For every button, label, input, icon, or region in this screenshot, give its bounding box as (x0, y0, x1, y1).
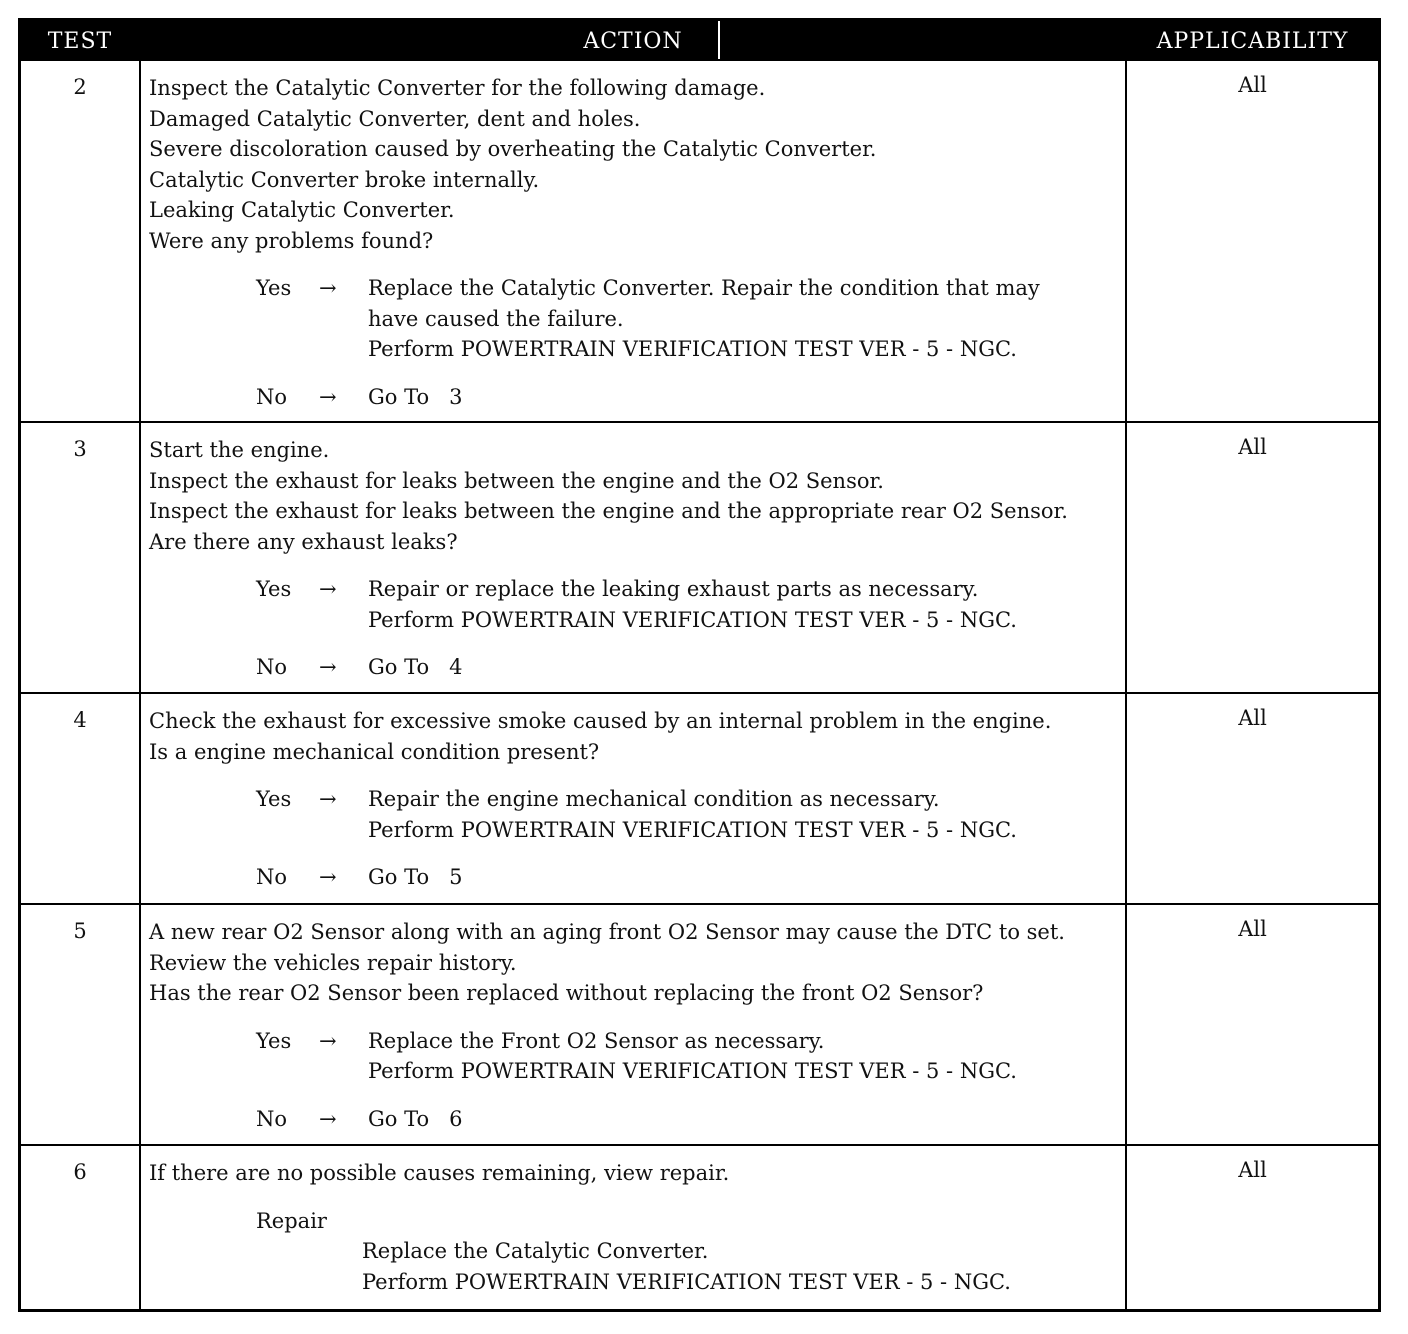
header-action: ACTION (583, 29, 683, 54)
test-number: 2 (73, 75, 87, 99)
action-line: Has the rear O2 Sensor been replaced without replacing the front O2 Sensor? (149, 981, 984, 1005)
action-cell (149, 73, 1124, 412)
table-row (21, 692, 1378, 905)
repair-label: Repair (256, 1208, 327, 1233)
action-line: Check the exhaust for excessive smoke caused by an internal problem in the engine. (149, 709, 1052, 733)
applicability-cell: All (1238, 917, 1267, 941)
action-line: Is a engine mechanical condition present? (149, 739, 600, 764)
no-branch (149, 382, 1124, 413)
no-branch (149, 862, 1124, 893)
diagnostic-table (18, 18, 1381, 1312)
applicability-cell: All (1238, 706, 1267, 730)
action-line: Inspect the exhaust for leaks between the engine and the appropriate rear O2 Sensor. (149, 499, 1068, 523)
arrow-icon: → (319, 1106, 337, 1131)
yes-branch (149, 1026, 1124, 1087)
arrow-icon: → (319, 865, 337, 889)
applicability-cell: All (1238, 1158, 1267, 1182)
arrow-icon: → (319, 577, 337, 601)
action-line: If there are no possible causes remaining, view repair. (149, 1161, 730, 1185)
table-row (21, 59, 1378, 423)
yes-label: Yes (256, 787, 292, 811)
no-goto: Go To 4 (368, 655, 463, 679)
applicability-cell: All (1238, 435, 1267, 459)
action-cell (149, 1158, 1124, 1297)
action-line: Leaking Catalytic Converter. (149, 198, 455, 222)
action-line: Start the engine. (149, 438, 330, 462)
repair-block (149, 1206, 1124, 1298)
yes-label: Yes (256, 1028, 292, 1053)
yes-label: Yes (256, 577, 292, 601)
no-goto: Go To 6 (368, 1106, 463, 1131)
yes-line: Repair the engine mechanical condition as necessary. (368, 787, 940, 811)
yes-line: have caused the failure. (368, 306, 624, 331)
no-label: No (256, 655, 288, 679)
no-branch (149, 1104, 1124, 1135)
action-line: Inspect the Catalytic Converter for the following damage. (149, 76, 766, 100)
yes-line: Replace the Catalytic Converter. Repair the condition that may (368, 276, 1040, 300)
action-cell (149, 706, 1124, 893)
action-line: Were any problems found? (149, 228, 434, 253)
arrow-icon: → (319, 655, 337, 679)
yes-line: Replace the Front O2 Sensor as necessary. (368, 1028, 825, 1053)
test-number: 5 (73, 919, 87, 943)
test-number: 6 (73, 1160, 87, 1184)
header-applicability: APPLICABILITY (1156, 29, 1349, 54)
yes-branch (149, 574, 1124, 635)
action-line: Review the vehicles repair history. (149, 950, 517, 975)
yes-line: Perform POWERTRAIN VERIFICATION TEST VER - 5 - NGC. (368, 337, 1017, 361)
yes-line: Perform POWERTRAIN VERIFICATION TEST VER - 5 - NGC. (368, 817, 1017, 842)
no-label: No (256, 384, 288, 409)
table-header (21, 21, 1378, 59)
test-number: 4 (73, 708, 87, 732)
repair-line: Replace the Catalytic Converter. (362, 1239, 709, 1263)
table-row (21, 1144, 1378, 1309)
action-cell (149, 435, 1124, 683)
no-goto: Go To 3 (368, 384, 463, 409)
no-branch (149, 652, 1124, 683)
arrow-icon: → (319, 384, 337, 409)
table-row (21, 421, 1378, 694)
arrow-icon: → (319, 1028, 337, 1053)
yes-label: Yes (256, 276, 292, 300)
action-cell (149, 917, 1124, 1134)
header-test: TEST (47, 29, 113, 54)
action-line: Severe discoloration caused by overheating the Catalytic Converter. (149, 137, 877, 161)
yes-branch (149, 784, 1124, 845)
yes-line: Repair or replace the leaking exhaust parts as necessary. (368, 577, 979, 601)
no-label: No (256, 865, 288, 889)
action-line: Catalytic Converter broke internally. (149, 167, 540, 192)
arrow-icon: → (319, 276, 337, 300)
test-number: 3 (73, 437, 87, 461)
action-line: Inspect the exhaust for leaks between the engine and the O2 Sensor. (149, 468, 884, 493)
no-label: No (256, 1106, 288, 1131)
no-goto: Go To 5 (368, 865, 463, 889)
applicability-cell: All (1238, 73, 1267, 97)
action-line: A new rear O2 Sensor along with an aging front O2 Sensor may cause the DTC to set. (149, 920, 1065, 944)
action-line: Damaged Catalytic Converter, dent and holes. (149, 106, 641, 131)
table-row (21, 903, 1378, 1146)
yes-line: Perform POWERTRAIN VERIFICATION TEST VER - 5 - NGC. (368, 607, 1017, 632)
yes-line: Perform POWERTRAIN VERIFICATION TEST VER - 5 - NGC. (368, 1059, 1017, 1083)
repair-line: Perform POWERTRAIN VERIFICATION TEST VER - 5 - NGC. (362, 1269, 1011, 1294)
arrow-icon: → (319, 787, 337, 811)
yes-branch (149, 273, 1124, 365)
action-line: Are there any exhaust leaks? (149, 529, 458, 554)
header-divider (718, 21, 720, 59)
